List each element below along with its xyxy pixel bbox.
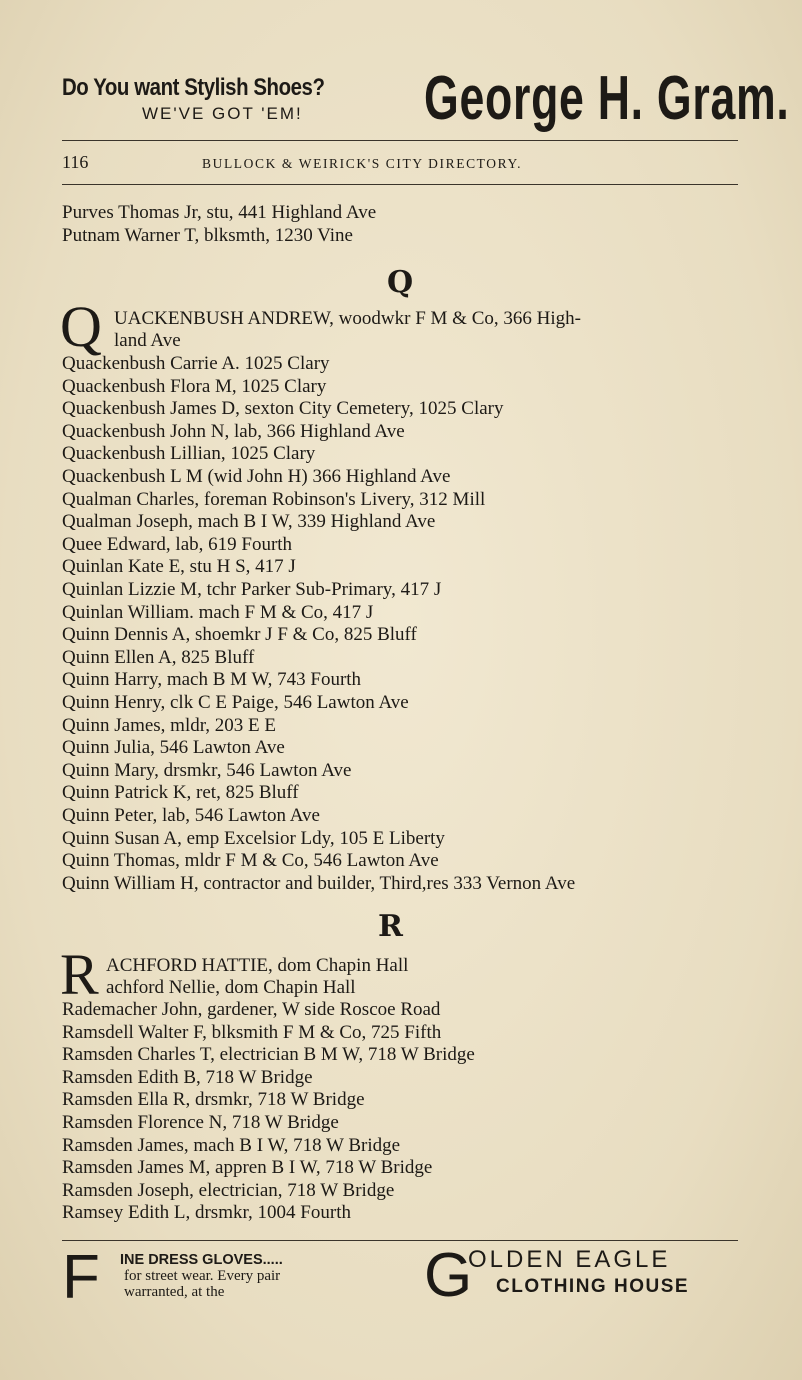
directory-entry: Quee Edward, lab, 619 Fourth <box>62 533 293 555</box>
directory-entry: Quackenbush Flora M, 1025 Clary <box>62 375 327 397</box>
running-header <box>62 152 738 174</box>
r-first-entry: ACHFORD HATTIE, dom Chapin Hall <box>106 955 409 976</box>
ad-brand: George H. Gram. <box>424 64 790 133</box>
ad-answer: WE'VE GOT 'EM! <box>142 104 303 123</box>
directory-entry: Quackenbush James D, sexton City Cemetery, 1025 Clary <box>62 398 504 420</box>
directory-entry: Quackenbush Carrie A. 1025 Clary <box>62 353 330 374</box>
directory-entry: Qualman Charles, foreman Robinson's Livery, 312 Mill <box>62 488 486 510</box>
ad-gloves-line3: warranted, at the <box>124 1284 225 1300</box>
directory-entry: Ramsey Edith L, drsmkr, 1004 Fourth <box>62 1202 351 1224</box>
top-advertisement <box>62 64 790 136</box>
directory-entry: Ramsden Ella R, drsmkr, 718 W Bridge <box>62 1089 365 1111</box>
ad-gloves-title: INE DRESS GLOVES..... <box>120 1252 283 1268</box>
q-first-entry-cont: land Ave <box>114 330 181 351</box>
directory-entry: Quinlan Kate E, stu H S, 417 J <box>62 556 296 578</box>
ad-gloves-line2: for street wear. Every pair <box>124 1268 281 1284</box>
r-second-entry: achford Nellie, dom Chapin Hall <box>106 977 356 998</box>
top-rule <box>62 140 738 141</box>
ad-clothing-house: CLOTHING HOUSE <box>496 1276 690 1297</box>
directory-entry: Quinn Henry, clk C E Paige, 546 Lawton Ave <box>62 692 409 713</box>
ad-g-letter: G <box>424 1241 473 1310</box>
directory-entry: Qualman Joseph, mach B I W, 339 Highland Ave <box>62 511 436 533</box>
directory-entry: Ramsden Edith B, 718 W Bridge <box>62 1066 313 1088</box>
bottom-advertisement <box>62 1241 738 1314</box>
directory-entry: Quinlan Lizzie M, tchr Parker Sub-Primary, 417 J <box>62 579 442 600</box>
directory-entry: Ramsdell Walter F, blksmith F M & Co, 725 Fifth <box>62 1021 442 1043</box>
directory-entry: Ramsden James, mach B I W, 718 W Bridge <box>62 1134 401 1156</box>
ad-golden-eagle: OLDEN EAGLE <box>468 1246 671 1273</box>
directory-entry: Quinn Thomas, mldr F M & Co, 546 Lawton Ave <box>62 850 439 872</box>
directory-entry: Quinn William H, contractor and builder, Third,res 333 Vernon Ave <box>62 872 576 894</box>
directory-entry: Ramsden Charles T, electrician B M W, 718 W Bridge <box>62 1044 475 1066</box>
directory-entry: Quinn Ellen A, 825 Bluff <box>62 646 255 668</box>
directory-entry: Quackenbush Lillian, 1025 Clary <box>62 443 316 465</box>
bottom-rule <box>62 1240 738 1241</box>
directory-entry: Quinn Susan A, emp Excelsior Ldy, 105 E Liberty <box>62 827 445 849</box>
directory-entry: Ramsden Florence N, 718 W Bridge <box>62 1112 339 1133</box>
directory-entry: Quinn Peter, lab, 546 Lawton Ave <box>62 805 320 826</box>
ad-question: Do You want Stylish Shoes? <box>62 74 325 101</box>
ad-f-letter: F <box>62 1243 100 1312</box>
directory-entry: Quinn Patrick K, ret, 825 Bluff <box>62 782 299 804</box>
directory-entry: Quinn Dennis A, shoemkr J F & Co, 825 Bluff <box>62 624 417 646</box>
directory-entry: Quackenbush L M (wid John H) 366 Highland Ave <box>62 466 451 487</box>
q-first-entry: UACKENBUSH ANDREW, woodwkr F M & Co, 366 High- <box>114 308 581 329</box>
directory-entry: Quinlan William. mach F M & Co, 417 J <box>62 601 374 623</box>
directory-entry: Rademacher John, gardener, W side Roscoe Road <box>62 999 441 1020</box>
directory-entry: Purves Thomas Jr, stu, 441 Highland Ave <box>62 202 377 223</box>
dropcap-q: Q <box>60 294 102 359</box>
directory-entry: Quinn Julia, 546 Lawton Ave <box>62 737 285 759</box>
directory-entry: Quinn Harry, mach B M W, 743 Fourth <box>62 669 362 691</box>
dropcap-r: R <box>60 942 99 1007</box>
directory-entry: Ramsden Joseph, electrician, 718 W Bridge <box>62 1179 395 1201</box>
page-number: 116 <box>62 152 89 172</box>
directory-entry: Quinn Mary, drsmkr, 546 Lawton Ave <box>62 759 352 781</box>
section-heading-q: Q <box>387 265 414 300</box>
header-rule <box>62 184 738 185</box>
directory-entry: Ramsden James M, appren B I W, 718 W Bridge <box>62 1157 433 1179</box>
section-heading-r: R <box>378 909 403 944</box>
directory-title: BULLOCK & WEIRICK'S CITY DIRECTORY. <box>202 156 523 171</box>
directory-entry: Quinn James, mldr, 203 E E <box>62 714 277 736</box>
directory-entry: Quackenbush John N, lab, 366 Highland Ave <box>62 420 405 442</box>
directory-entry: Putnam Warner T, blksmth, 1230 Vine <box>62 224 353 246</box>
